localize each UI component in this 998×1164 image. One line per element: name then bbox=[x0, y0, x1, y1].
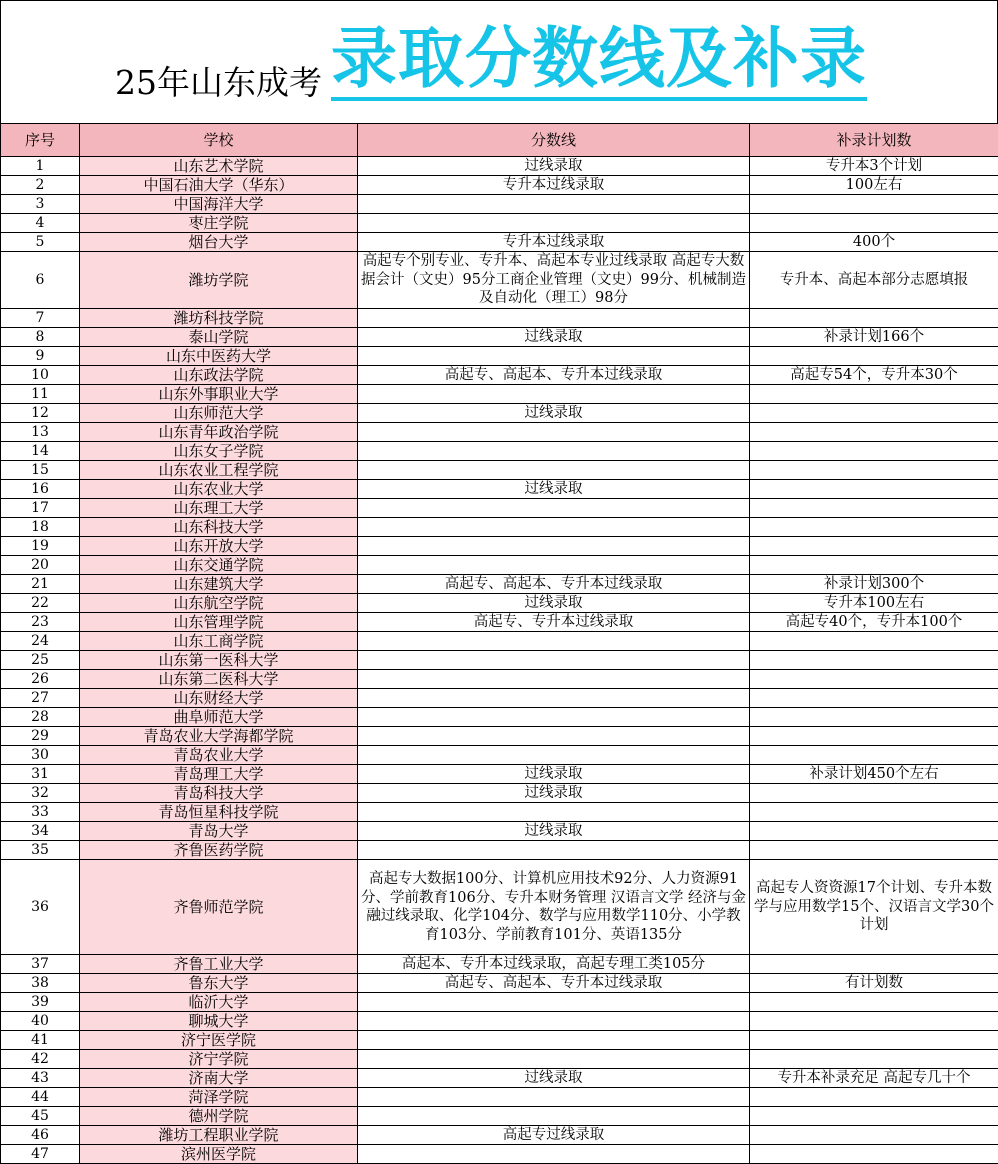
row-index: 31 bbox=[1, 765, 80, 784]
supplement-plan bbox=[750, 556, 998, 575]
supplement-plan bbox=[750, 727, 998, 746]
table-row bbox=[1, 518, 998, 537]
school-name: 山东第二医科大学 bbox=[80, 670, 358, 689]
supplement-plan bbox=[750, 385, 998, 404]
table-row bbox=[1, 784, 998, 803]
score-line bbox=[358, 841, 750, 860]
row-index: 7 bbox=[1, 309, 80, 328]
row-index: 4 bbox=[1, 214, 80, 233]
school-name: 青岛农业大学海都学院 bbox=[80, 727, 358, 746]
school-name: 中国石油大学（华东） bbox=[80, 176, 358, 195]
school-name: 齐鲁工业大学 bbox=[80, 955, 358, 974]
table-row bbox=[1, 1126, 998, 1145]
row-index: 20 bbox=[1, 556, 80, 575]
row-index: 36 bbox=[1, 860, 80, 955]
score-line bbox=[358, 518, 750, 537]
row-index: 41 bbox=[1, 1031, 80, 1050]
table-row bbox=[1, 575, 998, 594]
row-index: 42 bbox=[1, 1050, 80, 1069]
table-row bbox=[1, 670, 998, 689]
supplement-plan bbox=[750, 499, 998, 518]
row-index: 6 bbox=[1, 252, 80, 309]
score-line bbox=[358, 1145, 750, 1164]
score-line: 高起专、高起本、专升本过线录取 bbox=[358, 575, 750, 594]
table-row bbox=[1, 233, 998, 252]
row-index: 37 bbox=[1, 955, 80, 974]
table-row bbox=[1, 974, 998, 993]
supplement-plan bbox=[750, 537, 998, 556]
table-row bbox=[1, 651, 998, 670]
supplement-plan: 高起专40个，专升本100个 bbox=[750, 613, 998, 632]
school-name: 青岛理工大学 bbox=[80, 765, 358, 784]
supplement-plan: 高起专54个，专升本30个 bbox=[750, 366, 998, 385]
row-index: 28 bbox=[1, 708, 80, 727]
table-row bbox=[1, 727, 998, 746]
score-line bbox=[358, 1107, 750, 1126]
supplement-plan bbox=[750, 670, 998, 689]
supplement-plan bbox=[750, 404, 998, 423]
score-line bbox=[358, 214, 750, 233]
school-name: 山东建筑大学 bbox=[80, 575, 358, 594]
column-header-index: 序号 bbox=[1, 124, 80, 157]
supplement-plan bbox=[750, 518, 998, 537]
row-index: 23 bbox=[1, 613, 80, 632]
table-row bbox=[1, 1031, 998, 1050]
table-row bbox=[1, 157, 998, 176]
school-name: 青岛恒星科技学院 bbox=[80, 803, 358, 822]
school-name: 德州学院 bbox=[80, 1107, 358, 1126]
row-index: 3 bbox=[1, 195, 80, 214]
school-name: 中国海洋大学 bbox=[80, 195, 358, 214]
row-index: 38 bbox=[1, 974, 80, 993]
supplement-plan bbox=[750, 1145, 998, 1164]
score-line: 过线录取 bbox=[358, 157, 750, 176]
school-name: 济宁医学院 bbox=[80, 1031, 358, 1050]
score-line: 高起专过线录取 bbox=[358, 1126, 750, 1145]
row-index: 15 bbox=[1, 461, 80, 480]
school-name: 山东政法学院 bbox=[80, 366, 358, 385]
supplement-plan bbox=[750, 632, 998, 651]
supplement-plan bbox=[750, 841, 998, 860]
score-line: 高起专、专升本过线录取 bbox=[358, 613, 750, 632]
table-header-row bbox=[1, 124, 998, 157]
table-row bbox=[1, 442, 998, 461]
score-line bbox=[358, 537, 750, 556]
supplement-plan: 补录计划300个 bbox=[750, 575, 998, 594]
row-index: 40 bbox=[1, 1012, 80, 1031]
school-name: 青岛大学 bbox=[80, 822, 358, 841]
supplement-plan bbox=[750, 214, 998, 233]
score-line bbox=[358, 708, 750, 727]
score-line bbox=[358, 423, 750, 442]
table-row bbox=[1, 252, 998, 309]
title-banner bbox=[0, 0, 998, 124]
supplement-plan bbox=[750, 1031, 998, 1050]
row-index: 34 bbox=[1, 822, 80, 841]
school-name: 鲁东大学 bbox=[80, 974, 358, 993]
row-index: 29 bbox=[1, 727, 80, 746]
supplement-plan: 专升本3个计划 bbox=[750, 157, 998, 176]
school-name: 青岛科技大学 bbox=[80, 784, 358, 803]
school-name: 山东艺术学院 bbox=[80, 157, 358, 176]
supplement-plan: 补录计划166个 bbox=[750, 328, 998, 347]
score-line: 高起专大数据100分、计算机应用技术92分、人力资源91分、学前教育106分、专升本财务管理 汉语言文学 经济与金融过线录取、化学104分、数学与应用数学110分、小学教育103分、学前教育101分、英语135分 bbox=[358, 860, 750, 955]
school-name: 山东交通学院 bbox=[80, 556, 358, 575]
school-name: 烟台大学 bbox=[80, 233, 358, 252]
school-name: 山东女子学院 bbox=[80, 442, 358, 461]
supplement-plan bbox=[750, 1107, 998, 1126]
row-index: 10 bbox=[1, 366, 80, 385]
row-index: 43 bbox=[1, 1069, 80, 1088]
row-index: 11 bbox=[1, 385, 80, 404]
score-line: 过线录取 bbox=[358, 822, 750, 841]
row-index: 46 bbox=[1, 1126, 80, 1145]
row-index: 47 bbox=[1, 1145, 80, 1164]
supplement-plan bbox=[750, 1012, 998, 1031]
column-header-school: 学校 bbox=[80, 124, 358, 157]
score-line bbox=[358, 746, 750, 765]
school-name: 山东师范大学 bbox=[80, 404, 358, 423]
score-line: 过线录取 bbox=[358, 784, 750, 803]
score-line bbox=[358, 461, 750, 480]
table-row bbox=[1, 556, 998, 575]
school-name: 山东工商学院 bbox=[80, 632, 358, 651]
school-name: 山东第一医科大学 bbox=[80, 651, 358, 670]
score-line bbox=[358, 689, 750, 708]
score-line: 专升本过线录取 bbox=[358, 233, 750, 252]
supplement-plan: 100左右 bbox=[750, 176, 998, 195]
school-name: 齐鲁师范学院 bbox=[80, 860, 358, 955]
school-name: 山东开放大学 bbox=[80, 537, 358, 556]
score-line bbox=[358, 993, 750, 1012]
table-row bbox=[1, 803, 998, 822]
supplement-plan bbox=[750, 803, 998, 822]
school-name: 滨州医学院 bbox=[80, 1145, 358, 1164]
score-line bbox=[358, 499, 750, 518]
supplement-plan: 专升本补录充足 高起专几十个 bbox=[750, 1069, 998, 1088]
school-name: 山东理工大学 bbox=[80, 499, 358, 518]
row-index: 22 bbox=[1, 594, 80, 613]
score-line: 高起专、高起本、专升本过线录取 bbox=[358, 366, 750, 385]
score-line bbox=[358, 727, 750, 746]
school-name: 泰山学院 bbox=[80, 328, 358, 347]
supplement-plan bbox=[750, 442, 998, 461]
school-name: 曲阜师范大学 bbox=[80, 708, 358, 727]
score-line: 过线录取 bbox=[358, 765, 750, 784]
table-row bbox=[1, 993, 998, 1012]
school-name: 山东青年政治学院 bbox=[80, 423, 358, 442]
row-index: 19 bbox=[1, 537, 80, 556]
score-line bbox=[358, 385, 750, 404]
admission-score-table bbox=[0, 123, 998, 1164]
school-name: 山东财经大学 bbox=[80, 689, 358, 708]
row-index: 2 bbox=[1, 176, 80, 195]
supplement-plan bbox=[750, 822, 998, 841]
supplement-plan: 400个 bbox=[750, 233, 998, 252]
row-index: 32 bbox=[1, 784, 80, 803]
score-line: 高起本、专升本过线录取，高起专理工类105分 bbox=[358, 955, 750, 974]
table-row bbox=[1, 385, 998, 404]
table-row bbox=[1, 499, 998, 518]
table-row bbox=[1, 613, 998, 632]
row-index: 13 bbox=[1, 423, 80, 442]
supplement-plan bbox=[750, 195, 998, 214]
column-header-score: 分数线 bbox=[358, 124, 750, 157]
school-name: 枣庄学院 bbox=[80, 214, 358, 233]
score-line bbox=[358, 1012, 750, 1031]
row-index: 24 bbox=[1, 632, 80, 651]
score-line: 高起专、高起本、专升本过线录取 bbox=[358, 974, 750, 993]
row-index: 39 bbox=[1, 993, 80, 1012]
supplement-plan bbox=[750, 1050, 998, 1069]
table-row bbox=[1, 765, 998, 784]
table-row bbox=[1, 822, 998, 841]
table-row bbox=[1, 176, 998, 195]
supplement-plan: 专升本100左右 bbox=[750, 594, 998, 613]
supplement-plan: 补录计划450个左右 bbox=[750, 765, 998, 784]
supplement-plan bbox=[750, 1126, 998, 1145]
table-row bbox=[1, 328, 998, 347]
row-index: 33 bbox=[1, 803, 80, 822]
table-row bbox=[1, 860, 998, 955]
school-name: 山东农业大学 bbox=[80, 480, 358, 499]
score-line bbox=[358, 442, 750, 461]
score-line bbox=[358, 195, 750, 214]
row-index: 21 bbox=[1, 575, 80, 594]
school-name: 菏泽学院 bbox=[80, 1088, 358, 1107]
school-name: 山东中医药大学 bbox=[80, 347, 358, 366]
row-index: 8 bbox=[1, 328, 80, 347]
table-row bbox=[1, 309, 998, 328]
supplement-plan bbox=[750, 1088, 998, 1107]
row-index: 44 bbox=[1, 1088, 80, 1107]
supplement-plan bbox=[750, 461, 998, 480]
table-row bbox=[1, 1012, 998, 1031]
table-row bbox=[1, 689, 998, 708]
school-name: 齐鲁医药学院 bbox=[80, 841, 358, 860]
score-line bbox=[358, 1031, 750, 1050]
page-title-highlight: 录取分数线及补录 bbox=[331, 21, 867, 101]
school-name: 山东管理学院 bbox=[80, 613, 358, 632]
score-line bbox=[358, 670, 750, 689]
table-row bbox=[1, 594, 998, 613]
table-row bbox=[1, 1050, 998, 1069]
table-row bbox=[1, 1107, 998, 1126]
school-name: 潍坊工程职业学院 bbox=[80, 1126, 358, 1145]
school-name: 临沂大学 bbox=[80, 993, 358, 1012]
supplement-plan bbox=[750, 423, 998, 442]
row-index: 27 bbox=[1, 689, 80, 708]
school-name: 潍坊学院 bbox=[80, 252, 358, 309]
score-line bbox=[358, 309, 750, 328]
supplement-plan bbox=[750, 689, 998, 708]
table-row bbox=[1, 1145, 998, 1164]
supplement-plan: 有计划数 bbox=[750, 974, 998, 993]
supplement-plan bbox=[750, 309, 998, 328]
table-row bbox=[1, 366, 998, 385]
supplement-plan bbox=[750, 651, 998, 670]
school-name: 潍坊科技学院 bbox=[80, 309, 358, 328]
score-line bbox=[358, 803, 750, 822]
table-row bbox=[1, 841, 998, 860]
table-row bbox=[1, 632, 998, 651]
row-index: 16 bbox=[1, 480, 80, 499]
page-title-prefix: 25年山东成考 bbox=[115, 63, 322, 102]
row-index: 9 bbox=[1, 347, 80, 366]
row-index: 12 bbox=[1, 404, 80, 423]
row-index: 35 bbox=[1, 841, 80, 860]
score-line: 过线录取 bbox=[358, 328, 750, 347]
table-row bbox=[1, 423, 998, 442]
score-line: 过线录取 bbox=[358, 480, 750, 499]
table-row bbox=[1, 404, 998, 423]
score-line bbox=[358, 651, 750, 670]
row-index: 14 bbox=[1, 442, 80, 461]
score-line bbox=[358, 1088, 750, 1107]
school-name: 青岛农业大学 bbox=[80, 746, 358, 765]
column-header-plan: 补录计划数 bbox=[750, 124, 998, 157]
score-line bbox=[358, 1050, 750, 1069]
school-name: 山东农业工程学院 bbox=[80, 461, 358, 480]
table-row bbox=[1, 746, 998, 765]
table-row bbox=[1, 1069, 998, 1088]
supplement-plan: 高起专人资资源17个计划、专升本数学与应用数学15个、汉语言文学30个计划 bbox=[750, 860, 998, 955]
score-line: 专升本过线录取 bbox=[358, 176, 750, 195]
table-row bbox=[1, 461, 998, 480]
row-index: 18 bbox=[1, 518, 80, 537]
table-row bbox=[1, 214, 998, 233]
row-index: 26 bbox=[1, 670, 80, 689]
row-index: 30 bbox=[1, 746, 80, 765]
table-row bbox=[1, 708, 998, 727]
row-index: 25 bbox=[1, 651, 80, 670]
table-row bbox=[1, 480, 998, 499]
row-index: 45 bbox=[1, 1107, 80, 1126]
supplement-plan bbox=[750, 993, 998, 1012]
row-index: 5 bbox=[1, 233, 80, 252]
score-line: 过线录取 bbox=[358, 594, 750, 613]
supplement-plan bbox=[750, 784, 998, 803]
score-line: 高起专个别专业、专升本、高起本专业过线录取 高起专大数据会计（文史）95分工商企业管理（文史）99分、机械制造及自动化（理工）98分 bbox=[358, 252, 750, 309]
score-line: 过线录取 bbox=[358, 1069, 750, 1088]
score-line bbox=[358, 632, 750, 651]
school-name: 济南大学 bbox=[80, 1069, 358, 1088]
supplement-plan bbox=[750, 746, 998, 765]
score-line bbox=[358, 347, 750, 366]
school-name: 济宁学院 bbox=[80, 1050, 358, 1069]
table-row bbox=[1, 955, 998, 974]
table-body bbox=[1, 157, 998, 1164]
table-row bbox=[1, 1088, 998, 1107]
supplement-plan bbox=[750, 955, 998, 974]
supplement-plan bbox=[750, 708, 998, 727]
school-name: 山东外事职业大学 bbox=[80, 385, 358, 404]
score-line: 过线录取 bbox=[358, 404, 750, 423]
table-row bbox=[1, 195, 998, 214]
score-line bbox=[358, 556, 750, 575]
supplement-plan bbox=[750, 480, 998, 499]
school-name: 山东科技大学 bbox=[80, 518, 358, 537]
row-index: 1 bbox=[1, 157, 80, 176]
school-name: 山东航空学院 bbox=[80, 594, 358, 613]
table-row bbox=[1, 537, 998, 556]
table-row bbox=[1, 347, 998, 366]
row-index: 17 bbox=[1, 499, 80, 518]
school-name: 聊城大学 bbox=[80, 1012, 358, 1031]
supplement-plan: 专升本、高起本部分志愿填报 bbox=[750, 252, 998, 309]
supplement-plan bbox=[750, 347, 998, 366]
